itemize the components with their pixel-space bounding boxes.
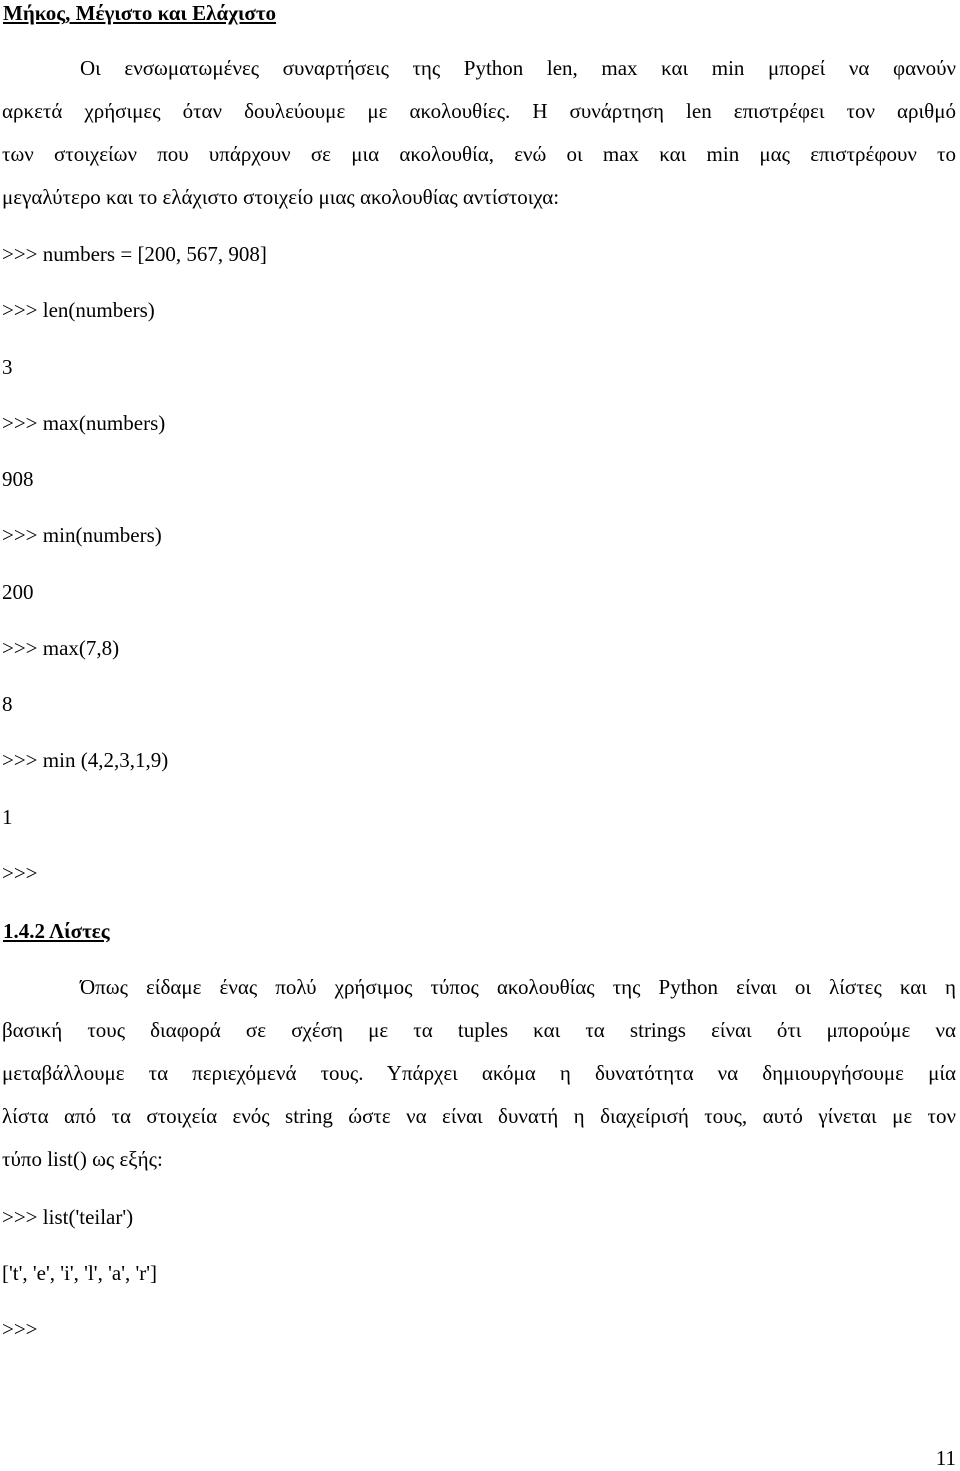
paragraph-line: μεταβάλλουμε τα περιεχόμενά τους. Υπάρχει ακόμα η δυνατότητα να δημιουργήσουμε μία — [2, 1061, 956, 1085]
code-line: 3 — [2, 355, 13, 379]
paragraph-line: τύπο list() ως εξής: — [2, 1147, 163, 1171]
code-line: 200 — [2, 580, 34, 604]
subsection-title: 1.4.2 Λίστες — [3, 919, 110, 943]
paragraph-line: Οι ενσωματωμένες συναρτήσεις της Python len, max και min μπορεί να φανούν — [80, 56, 956, 80]
code-line: >>> min(numbers) — [2, 523, 162, 547]
paragraph-line: αρκετά χρήσιμες όταν δουλεύουμε με ακολουθίες. Η συνάρτηση len επιστρέφει τον αριθμό — [2, 99, 956, 123]
paragraph-line: μεγαλύτερο και το ελάχιστο στοιχείο μιας ακολουθίας αντίστοιχα: — [2, 185, 560, 209]
section-title: Μήκος, Μέγιστο και Ελάχιστο — [3, 1, 277, 25]
paragraph-lists — [2, 973, 956, 1173]
page-number: 11 — [935, 1446, 956, 1470]
code-line: >>> list('teilar') — [2, 1205, 134, 1229]
code-line: 1 — [2, 805, 13, 829]
paragraph-line: Όπως είδαμε ένας πολύ χρήσιμος τύπος ακολουθίας της Python είναι οι λίστες και η — [80, 975, 956, 999]
code-line: >>> min (4,2,3,1,9) — [2, 748, 169, 772]
paragraph-line: των στοιχείων που υπάρχουν σε μια ακολουθία, ενώ οι max και min μας επιστρέφουν το — [2, 142, 956, 166]
code-line: >>> len(numbers) — [2, 298, 155, 322]
paragraph-line: βασική τους διαφορά σε σχέση με τα tuples και τα strings είναι ότι μπορούμε να — [2, 1018, 956, 1042]
code-line: 8 — [2, 692, 13, 716]
code-line: >>> max(numbers) — [2, 411, 166, 435]
paragraph-line: λίστα από τα στοιχεία ενός string ώστε να είναι δυνατή η διαχείρισή τους, αυτό γίνεται με τον — [2, 1104, 956, 1128]
code-line: >>> — [2, 861, 38, 885]
code-line: 908 — [2, 467, 34, 491]
code-line: >>> max(7,8) — [2, 636, 120, 660]
code-line: >>> — [2, 1317, 38, 1341]
paragraph-len-max-min — [2, 54, 956, 211]
code-line: ['t', 'e', 'i', 'l', 'a', 'r'] — [2, 1261, 158, 1285]
code-line: >>> numbers = [200, 567, 908] — [2, 242, 267, 266]
